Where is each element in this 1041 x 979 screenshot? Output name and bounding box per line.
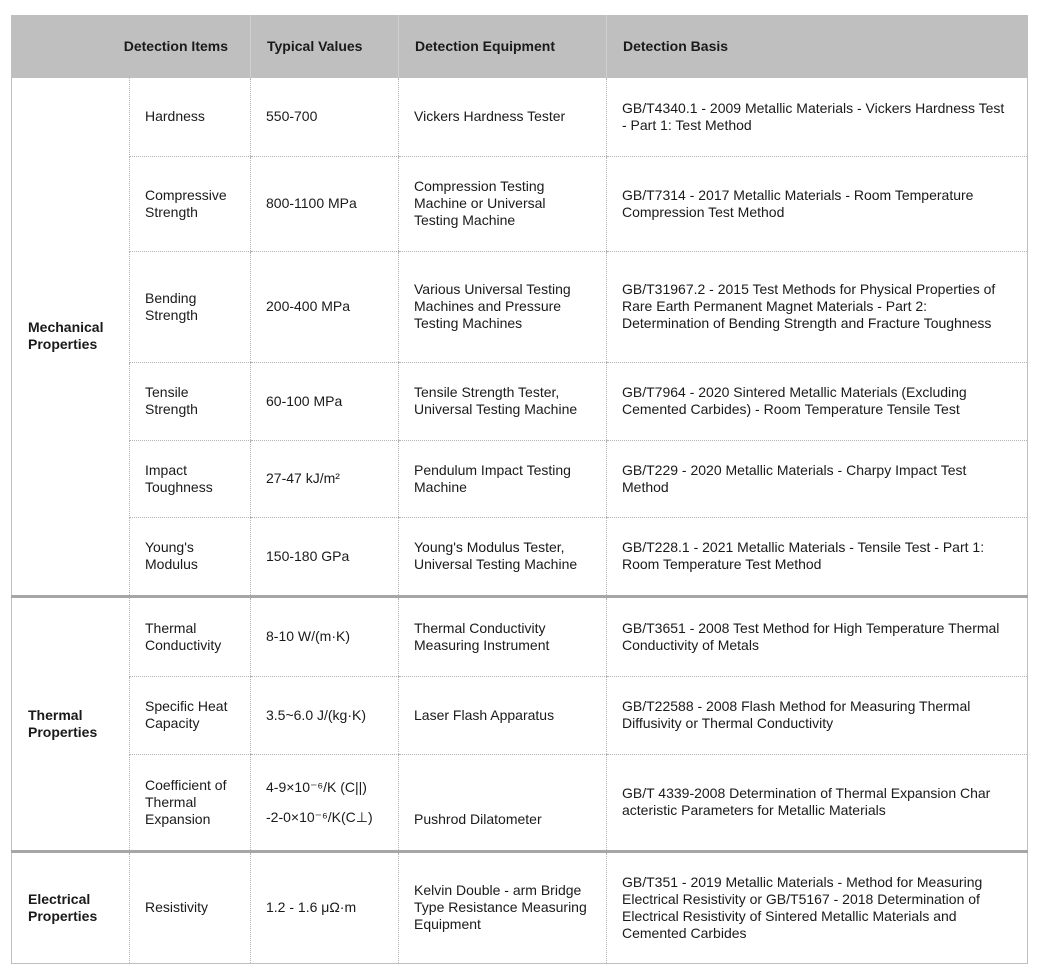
equipment-cell: Various Universal Testing Machines and Pressure Testing Machines — [399, 251, 607, 362]
table-row — [12, 251, 1028, 362]
equipment-cell: Young's Modulus Tester, Universal Testing Machine — [399, 517, 607, 596]
category-electrical: Electrical Properties — [12, 851, 130, 963]
value-cell — [251, 754, 399, 851]
item-cell: Hardness — [130, 78, 251, 156]
table-row — [12, 156, 1028, 251]
cte-value-parallel: 4-9×10⁻⁶/K (C||) — [266, 778, 367, 795]
basis-cell: GB/T7964 - 2020 Sintered Metallic Materials (Excluding Cemented Carbides) - Room Temperature Tensile Test — [607, 362, 1028, 440]
item-cell: Bending Strength — [130, 251, 251, 362]
category-mechanical: Mechanical Properties — [12, 78, 130, 596]
item-cell: Coefficient of Thermal Expansion — [130, 754, 251, 851]
item-cell: Thermal Conductivity — [130, 596, 251, 676]
properties-table-container — [11, 15, 1027, 964]
header-detection-items: Detection Items — [12, 15, 251, 78]
equipment-cell: Laser Flash Apparatus — [399, 676, 607, 754]
basis-cell: GB/T4340.1 - 2009 Metallic Materials - Vickers Hardness Test - Part 1: Test Method — [607, 78, 1028, 156]
table-row — [12, 440, 1028, 517]
equipment-cell: Compression Testing Machine or Universal Testing Machine — [399, 156, 607, 251]
cte-value-perpendicular: -2-0×10⁻⁶/K(C⊥) — [266, 808, 373, 825]
header-row — [12, 15, 1028, 78]
table-row — [12, 596, 1028, 676]
item-cell: Impact Toughness — [130, 440, 251, 517]
header-detection-basis: Detection Basis — [607, 15, 1028, 78]
value-cell: 150-180 GPa — [251, 517, 399, 596]
equipment-cell: Kelvin Double - arm Bridge Type Resistance Measuring Equipment — [399, 851, 607, 963]
equipment-cell: Vickers Hardness Tester — [399, 78, 607, 156]
header-detection-equipment: Detection Equipment — [399, 15, 607, 78]
basis-cell: GB/T229 - 2020 Metallic Materials - Charpy Impact Test Method — [607, 440, 1028, 517]
equipment-text: Pushrod Dilatometer — [414, 810, 542, 827]
value-cell: 1.2 - 1.6 μΩ·m — [251, 851, 399, 963]
table-row — [12, 676, 1028, 754]
item-cell: Young's Modulus — [130, 517, 251, 596]
equipment-cell — [399, 754, 607, 851]
table-row — [12, 517, 1028, 596]
basis-cell: GB/T22588 - 2008 Flash Method for Measuring Thermal Diffusivity or Thermal Conductivity — [607, 676, 1028, 754]
basis-cell: GB/T7314 - 2017 Metallic Materials - Room Temperature Compression Test Method — [607, 156, 1028, 251]
item-cell: Tensile Strength — [130, 362, 251, 440]
item-cell: Resistivity — [130, 851, 251, 963]
header-typical-values: Typical Values — [251, 15, 399, 78]
value-cell: 3.5~6.0 J/(kg·K) — [251, 676, 399, 754]
value-cell: 8-10 W/(m·K) — [251, 596, 399, 676]
value-cell: 550-700 — [251, 78, 399, 156]
item-cell: Compressive Strength — [130, 156, 251, 251]
value-cell: 27-47 kJ/m² — [251, 440, 399, 517]
equipment-cell: Pendulum Impact Testing Machine — [399, 440, 607, 517]
item-cell: Specific Heat Capacity — [130, 676, 251, 754]
basis-cell: GB/T228.1 - 2021 Metallic Materials - Tensile Test - Part 1: Room Temperature Test Method — [607, 517, 1028, 596]
basis-cell: GB/T3651 - 2008 Test Method for High Temperature Thermal Conductivity of Metals — [607, 596, 1028, 676]
table-row — [12, 362, 1028, 440]
basis-cell: GB/T31967.2 - 2015 Test Methods for Physical Properties of Rare Earth Permanent Magnet Materials - Part 2: Determination of Bending Strength and Fracture Toughness — [607, 251, 1028, 362]
table-row — [12, 78, 1028, 156]
properties-table — [11, 15, 1028, 964]
basis-cell: GB/T351 - 2019 Metallic Materials - Method for Measuring Electrical Resistivity or GB/T5167 - 2018 Determination of Electrical Resistivity of Sintered Metallic Materials and Cemented Carbides — [607, 851, 1028, 963]
equipment-cell: Tensile Strength Tester, Universal Testing Machine — [399, 362, 607, 440]
equipment-cell: Thermal Conductivity Measuring Instrument — [399, 596, 607, 676]
table-row — [12, 851, 1028, 963]
table-row — [12, 754, 1028, 851]
value-cell: 60-100 MPa — [251, 362, 399, 440]
category-thermal: Thermal Properties — [12, 596, 130, 851]
value-cell: 200-400 MPa — [251, 251, 399, 362]
value-cell: 800-1100 MPa — [251, 156, 399, 251]
basis-cell: GB/T 4339-2008 Determination of Thermal Expansion Char acteristic Parameters for Metallic Materials — [607, 754, 1028, 851]
